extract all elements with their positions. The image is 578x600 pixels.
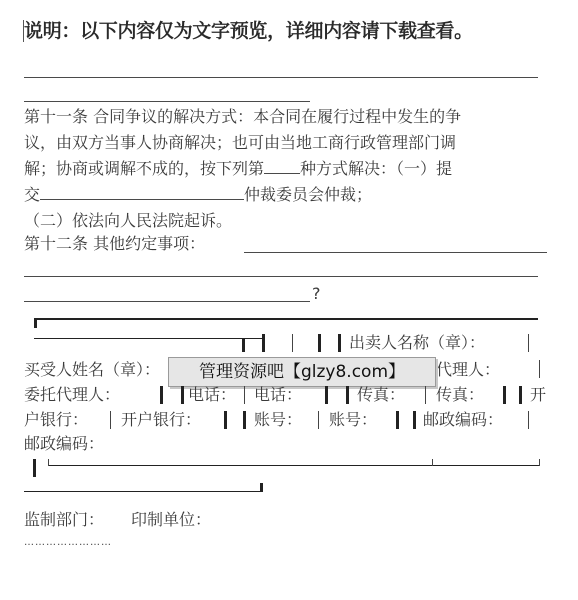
cell-border [528,411,529,429]
article-12-end-mark: ? [312,284,321,303]
table-bottom-tick [539,459,540,466]
table-bottom-tick [48,459,49,466]
table-bottom-tick [432,459,433,466]
table-bottom-border [48,465,540,466]
article-12-label: 第十二条 其他约定事项： [24,234,206,253]
bank-label-b: 户银行： [24,410,89,429]
article-11-line-4-b: 仲裁委员会仲裁； [244,185,373,204]
fax-label-1: 传真： [357,385,406,404]
cell-border [503,386,506,404]
phone-label-1: 电话： [188,385,237,404]
bank-label-2: 开户银行： [121,410,202,429]
cell-border [396,411,399,429]
article-11-line-1: 第十一条 合同争议的解决方式：本合同在履行过程中发生的争 [24,107,462,126]
printer-label: 印制单位： [131,510,212,529]
table-bottom-tick [33,459,36,477]
fax-label-2: 传真： [436,385,485,404]
cell-border [425,386,426,404]
method-number-blank[interactable] [264,159,300,174]
arbitration-committee-blank[interactable] [40,185,244,200]
cell-border [224,411,227,429]
article-11-line-3-a: 解；协商或调解不成的，按下列第 [24,159,265,178]
buyer-name-label: 买受人姓名（章）： [24,360,161,379]
cell-border [325,386,328,404]
cell-border [346,386,349,404]
table-inner-rule [34,338,262,339]
article-11-line-3-b: 种方式解决：（一）提 [300,159,453,178]
account-label-2: 账号： [329,410,378,429]
cell-border [519,386,522,404]
cell-border [413,411,416,429]
phone-label-2: 电话： [254,385,303,404]
seller-name-label: 出卖人名称（章）： [349,333,486,352]
article-11-line-3 [24,156,554,182]
cell-border [528,334,529,352]
table-base-rule [24,491,262,492]
cell-border [243,411,246,429]
cell-border [262,334,265,352]
top-rule-2 [24,101,310,102]
top-rule-1 [24,77,538,78]
table-left-tick [34,318,37,328]
postcode-label-1: 邮政编码： [423,410,504,429]
account-label-1: 账号： [254,410,303,429]
article-12-blank-2[interactable] [24,276,538,277]
article-11-line-2: 议，由双方当事人协商解决；也可由当地工商行政管理部门调 [24,133,457,152]
cell-border [539,360,540,378]
cell-border [338,334,341,352]
agent-label-left: 委托代理人： [24,385,121,404]
article-12-blank-3[interactable] [24,301,310,302]
site-watermark: 管理资源吧【glzy8.com】 [168,357,436,387]
footer-dots: …………………… [24,537,112,548]
article-11-line-4 [24,182,554,208]
article-11-line-5: （二）依法向人民法院起诉。 [24,211,233,230]
table-inner-tick [242,338,245,352]
supervisor-label: 监制部门： [24,510,105,529]
cell-border [292,334,293,352]
table-top-border [34,318,538,320]
article-12-blank-1[interactable] [244,252,547,253]
cell-border [160,386,163,404]
cell-border [318,334,321,352]
cell-border [318,411,319,429]
article-11-line-4-a: 交 [24,185,41,204]
table-base-tick [260,483,263,492]
postcode-label-2: 邮政编码： [24,434,105,453]
cell-border [181,386,184,404]
article-11 [24,104,554,234]
agent-label-right: 代理人： [436,360,501,379]
preview-notice: 说明：以下内容仅为文字预览，详细内容请下载查看。 [24,20,473,42]
cell-border [110,411,111,429]
bank-label-a: 开 [530,385,547,404]
cell-border [244,386,245,404]
